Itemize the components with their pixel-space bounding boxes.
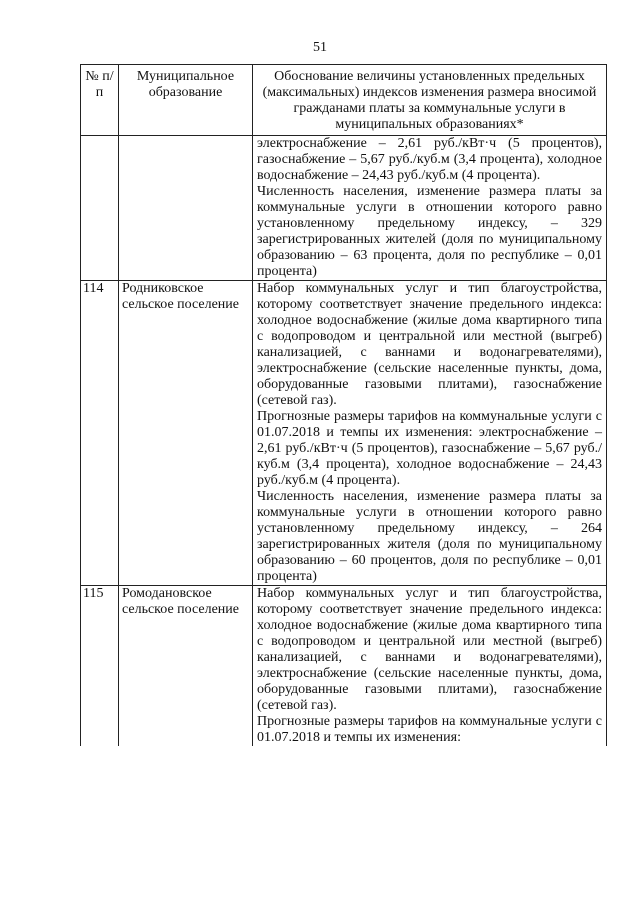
- row-justification: [253, 586, 607, 747]
- justification-paragraph: Набор коммунальных услуг и тип благоустройства, которому соответствует значение предельного индекса: холодное водоснабжение (жилые дома квартирного типа с водопроводом и центральной или местной (выгреб) канализацией, с ваннами и водонагревателями), электроснабжение (сельские населенные пункты, дома, оборудованные газовыми плитами), газоснабжение (сетевой газ).: [257, 281, 602, 408]
- table-header-row: [81, 65, 607, 136]
- header-municipality: Муниципальное образование: [119, 65, 253, 136]
- table-row: [81, 281, 607, 586]
- municipal-index-table: [80, 64, 607, 746]
- row-municipality: [119, 136, 253, 281]
- justification-paragraph: электроснабжение – 2,61 руб./кВт·ч (5 процентов), газоснабжение – 5,67 руб./куб.м (3,4 процента), холодное водоснабжение – 24,43 руб./куб.м (4 процента).: [257, 136, 602, 183]
- row-justification: [253, 136, 607, 281]
- row-number: 114: [81, 281, 119, 586]
- page-number: 51: [313, 40, 327, 55]
- row-justification: [253, 281, 607, 586]
- justification-paragraph: Прогнозные размеры тарифов на коммунальные услуги с 01.07.2018 и темпы их изменения:: [257, 714, 602, 745]
- justification-paragraph: Прогнозные размеры тарифов на коммунальные услуги с 01.07.2018 и темпы их изменения: электроснабжение – 2,61 руб./кВт·ч (5 процентов), газоснабжение – 5,67 руб./куб.м (3,4 процента), холодное водоснабжение – 24,43 руб./куб.м (4 процента).: [257, 409, 602, 488]
- table-row: [81, 586, 607, 747]
- row-municipality: Ромодановское сельское поселение: [119, 586, 253, 747]
- justification-paragraph: Численность населения, изменение размера платы за коммунальные услуги в отношении которого равно установленному предельному индексу, – 264 зарегистрированных жителя (доля по муниципальному образованию – 60 процентов, доля по республике – 0,01 процента): [257, 489, 602, 584]
- row-municipality: Родниковское сельское поселение: [119, 281, 253, 586]
- header-justification: Обоснование величины установленных предельных (максимальных) индексов изменения размера вносимой гражданами платы за коммунальные услуги в муниципальных образованиях*: [253, 65, 607, 136]
- table-row: [81, 136, 607, 281]
- row-number: [81, 136, 119, 281]
- header-number: № п/п: [81, 65, 119, 136]
- row-number: 115: [81, 586, 119, 747]
- justification-paragraph: Набор коммунальных услуг и тип благоустройства, которому соответствует значение предельного индекса: холодное водоснабжение (жилые дома квартирного типа с водопроводом и центральной или местной (выгреб) канализацией, с ваннами и водонагревателями), электроснабжение (сельские населенные пункты, дома, оборудованные газовыми плитами), газоснабжение (сетевой газ).: [257, 586, 602, 713]
- justification-paragraph: Численность населения, изменение размера платы за коммунальные услуги в отношении которого равно установленному предельному индексу, – 329 зарегистрированных жителей (доля по муниципальному образованию – 63 процента, доля по республике – 0,01 процента): [257, 184, 602, 279]
